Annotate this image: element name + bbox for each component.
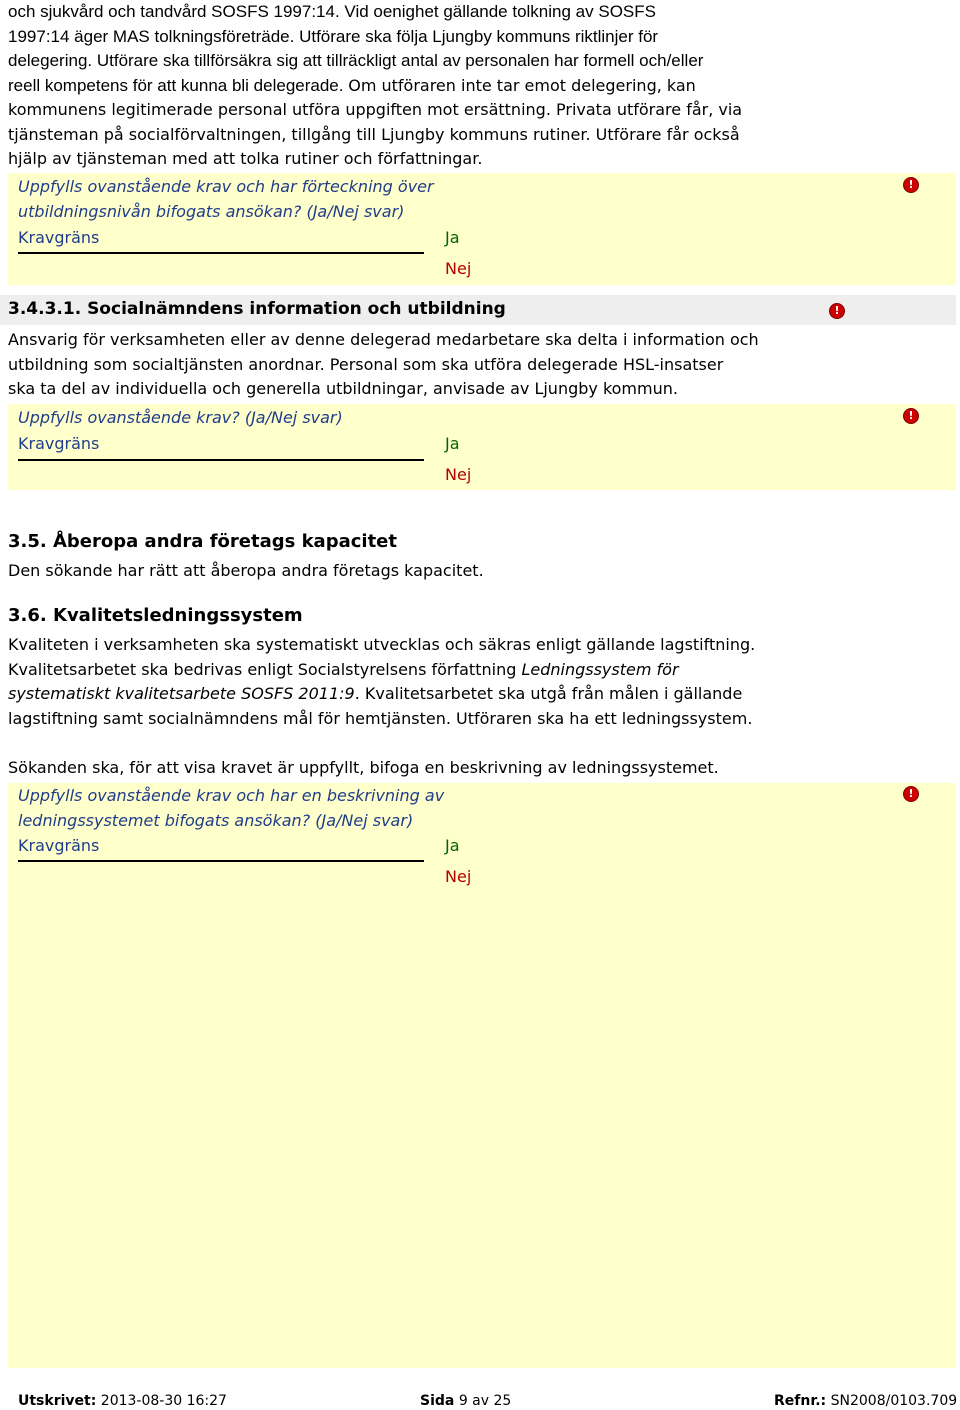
- section-3-6-requirement: Sökanden ska, för att visa kravet är uppfyllt, bifoga en beskrivning av ledningssystemet.: [8, 758, 719, 777]
- footer-printed-value: 2013-08-30 16:27: [100, 1393, 227, 1409]
- warning-icon: !: [904, 409, 918, 423]
- kravgrans-line: [18, 252, 424, 254]
- question-text: Uppfylls ovanstående krav? (Ja/Nej svar): [18, 408, 343, 427]
- section-3-4-3-1-text: Ansvarig för verksamheten eller av denne delegerad medarbetare ska delta i information och utbildning som socialtjänsten anordnar. Personal som ska utföra delegerade HSL-insatser ska ta del av individuella och generella utbildningar, anvisade av Ljungby kommun.: [8, 330, 759, 398]
- intro-line: delegering. Utförare ska tillförsäkra sig att tillräckligt antal av personalen har formell och/eller: [8, 51, 704, 70]
- answer-nej[interactable]: Nej: [445, 867, 472, 886]
- footer-ref: [774, 1393, 957, 1409]
- intro-line: reell kompetens för att kunna bli delegerade. Om utföraren inte tar emot delegering, kan: [8, 75, 696, 95]
- answer-nej[interactable]: Nej: [445, 465, 472, 484]
- intro-line: tjänsteman på socialförvaltningen, tillgång till Ljungby kommuns rutiner. Utförare får också: [8, 124, 740, 144]
- footer-page: [420, 1393, 511, 1409]
- kravgrans-label: Kravgräns: [18, 434, 100, 453]
- question-text: Uppfylls ovanstående krav och har förteckning över utbildningsnivån bifogats ansökan? (Ja/Nej svar): [18, 177, 434, 221]
- answer-ja[interactable]: Ja: [445, 434, 460, 453]
- intro-line: hjälp av tjänsteman med att tolka rutiner och författningar.: [8, 149, 483, 168]
- section-heading-3-6: 3.6. Kvalitetsledningssystem: [8, 605, 303, 626]
- kravgrans-label: Kravgräns: [18, 836, 100, 855]
- intro-line: kommunens legitimerade personal utföra uppgiften mot ersättning. Privata utförare får, via: [8, 100, 743, 119]
- footer-page-value: 9 av 25: [458, 1393, 512, 1409]
- footer-ref-label: Refnr.:: [774, 1393, 827, 1409]
- warning-icon: !: [904, 178, 918, 192]
- kravgrans-label: Kravgräns: [18, 228, 100, 247]
- section-heading-3-4-3-1: 3.4.3.1. Socialnämndens information och utbildning: [8, 299, 506, 319]
- warning-icon: !: [830, 304, 844, 318]
- section-3-6-text: Kvaliteten i verksamheten ska systematiskt utvecklas och säkras enligt gällande lagstiftning. Kvalitetsarbetet ska bedrivas enligt Socialstyrelsens författning Ledningssystem för systematiskt kvalitetsarbete SOSFS 2011:9. Kvalitetsarbetet ska utgå från målen i gällande lagstiftning samt socialnämndens mål för hemtjänsten. Utföraren ska ha ett ledningssystem.: [8, 635, 756, 728]
- answer-ja[interactable]: Ja: [445, 836, 460, 855]
- section-3-5-text: Den sökande har rätt att åberopa andra företags kapacitet.: [8, 561, 484, 580]
- question-box-1: [8, 173, 956, 285]
- kravgrans-line: [18, 459, 424, 461]
- intro-line-dejavu: Om utföraren inte tar emot delegering, kan: [348, 75, 696, 95]
- intro-paragraph: [8, 0, 808, 172]
- question-text: Uppfylls ovanstående krav och har en beskrivning av ledningssystemet bifogats ansökan? (Ja/Nej svar): [18, 786, 445, 830]
- section-heading-3-5: 3.5. Åberopa andra företags kapacitet: [8, 531, 397, 552]
- intro-line: 1997:14 äger MAS tolkningsföreträde. Utförare ska följa Ljungby kommuns riktlinjer för: [8, 26, 659, 46]
- kravgrans-line: [18, 860, 424, 862]
- warning-icon: !: [904, 787, 918, 801]
- intro-line: och sjukvård och tandvård SOSFS 1997:14. Vid oenighet gällande tolkning av SOSFS: [8, 2, 656, 21]
- question-box-3: [8, 783, 956, 1368]
- footer-printed: [18, 1393, 227, 1409]
- footer-printed-label: Utskrivet:: [18, 1393, 97, 1409]
- footer-page-label: Sida: [420, 1393, 455, 1409]
- answer-nej[interactable]: Nej: [445, 259, 472, 278]
- footer-ref-value: SN2008/0103.709: [830, 1393, 958, 1409]
- answer-ja[interactable]: Ja: [445, 228, 460, 247]
- question-box-2: [8, 404, 956, 490]
